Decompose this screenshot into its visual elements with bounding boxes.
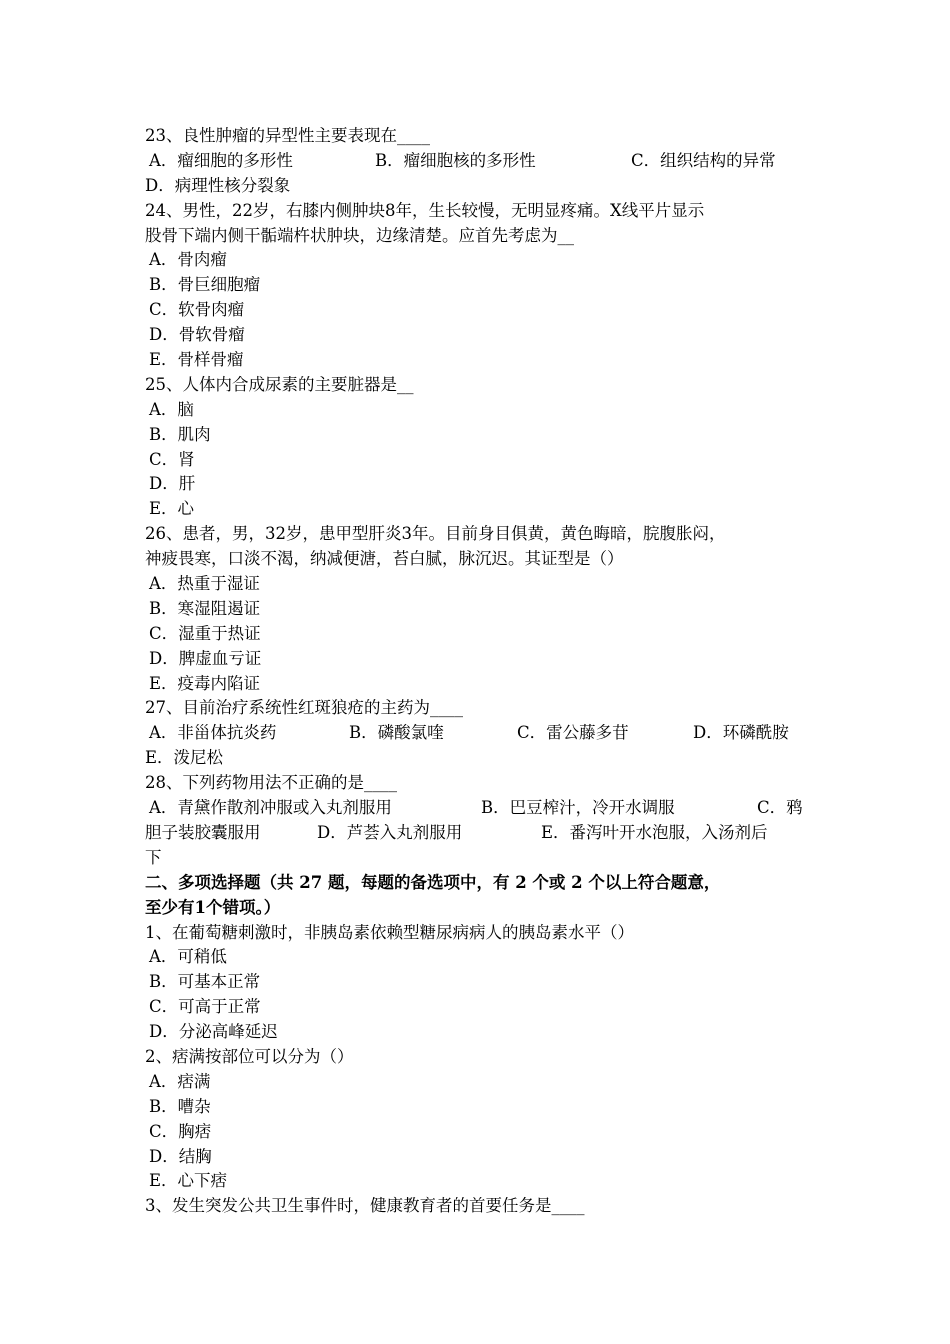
question-26-stem-line2: 神疲畏寒，口淡不渴，纳减便溏，苔白腻，脉沉迟。其证型是（）: [145, 549, 624, 569]
question-28-stem: 28、下列药物用法不正确的是____: [145, 773, 397, 793]
option-a: A．热重于湿证: [149, 574, 260, 594]
option-b: B．巴豆榨汁，冷开水调服: [481, 798, 675, 818]
question-27-options-row: [145, 721, 815, 746]
question-25-stem: 25、人体内合成尿素的主要脏器是__: [145, 374, 414, 394]
question-26-stem-line1: 26、患者，男，32岁，患甲型肝炎3年。目前身目俱黄，黄色晦暗，脘腹胀闷，: [145, 524, 726, 544]
option-d: D．结胸: [149, 1146, 212, 1166]
option-b: B．肌肉: [149, 424, 211, 444]
question-28-options-row1: [145, 796, 815, 821]
option-b: B．瘤细胞核的多形性: [375, 150, 536, 170]
option-d: D．骨软骨瘤: [149, 325, 245, 345]
document-page: [145, 124, 815, 1219]
option-c: C．软骨肉瘤: [149, 300, 245, 320]
option-c: C．胸痞: [149, 1121, 212, 1141]
option-c: C．可高于正常: [149, 997, 261, 1017]
question-24-stem-line2: 股骨下端内侧干骺端杵状肿块，边缘清楚。应首先考虑为__: [145, 225, 574, 245]
option-e-end: 下: [145, 847, 162, 867]
option-b: B．可基本正常: [149, 972, 261, 992]
section-heading-line1: 二、多项选择题（共 27 题，每题的备选项中，有 2 个或 2 个以上符合题意，: [145, 872, 721, 892]
option-c: C．组织结构的异常: [631, 150, 776, 170]
option-c-end: 胆子装胶囊服用: [145, 822, 261, 842]
question-28-options-row2: [145, 821, 815, 846]
option-c: C．雷公藤多苷: [517, 723, 629, 743]
option-a: A．骨肉瘤: [149, 250, 227, 270]
option-a: A．瘤细胞的多形性: [149, 150, 293, 170]
option-b: B．嘈杂: [149, 1096, 211, 1116]
option-a: A．痞满: [149, 1071, 211, 1091]
section-heading-line2: 至少有1个错项。）: [145, 897, 281, 917]
multi-question-3-stem: 3、发生突发公共卫生事件时，健康教育者的首要任务是____: [145, 1196, 585, 1216]
option-e: E．泼尼松: [145, 748, 224, 768]
option-a: A．脑: [149, 399, 194, 419]
option-b: B．骨巨细胞瘤: [149, 275, 261, 295]
question-23-options-row: [145, 149, 815, 174]
option-a: A．青黛作散剂冲服或入丸剂服用: [149, 798, 392, 818]
question-27-stem: 27、目前治疗系统性红斑狼疮的主药为____: [145, 698, 463, 718]
multi-question-2-stem: 2、痞满按部位可以分为（）: [145, 1046, 354, 1066]
option-a: A．非甾体抗炎药: [149, 723, 277, 743]
option-c: C．湿重于热证: [149, 623, 261, 643]
option-d: D．芦荟入丸剂服用: [317, 822, 463, 842]
option-a: A．可稍低: [149, 947, 227, 967]
option-e: E．番泻叶开水泡服，入汤剂后: [541, 822, 768, 842]
option-e: E．心下痞: [149, 1171, 228, 1191]
option-b: B．寒湿阻遏证: [149, 598, 261, 618]
option-e: E．骨样骨瘤: [149, 350, 244, 370]
option-d: D．肝: [149, 474, 196, 494]
question-23-stem: 23、良性肿瘤的异型性主要表现在____: [145, 126, 430, 145]
option-c-start: C．鸦: [757, 798, 803, 818]
option-d: D．脾虚血亏证: [149, 648, 262, 668]
option-d: D．病理性核分裂象: [145, 175, 291, 195]
option-c: C．肾: [149, 449, 195, 469]
option-d: D．分泌高峰延迟: [149, 1022, 278, 1042]
option-e: E．心: [149, 499, 195, 519]
option-d: D．环磷酰胺: [693, 723, 789, 743]
question-24-stem-line1: 24、男性，22岁，右膝内侧肿块8年，生长较慢，无明显疼痛。X线平片显示: [145, 200, 705, 220]
option-b: B．磷酸氯喹: [349, 723, 444, 743]
option-e: E．疫毒内陷证: [149, 673, 261, 693]
multi-question-1-stem: 1、在葡萄糖刺激时，非胰岛素依赖型糖尿病病人的胰岛素水平（）: [145, 922, 634, 942]
